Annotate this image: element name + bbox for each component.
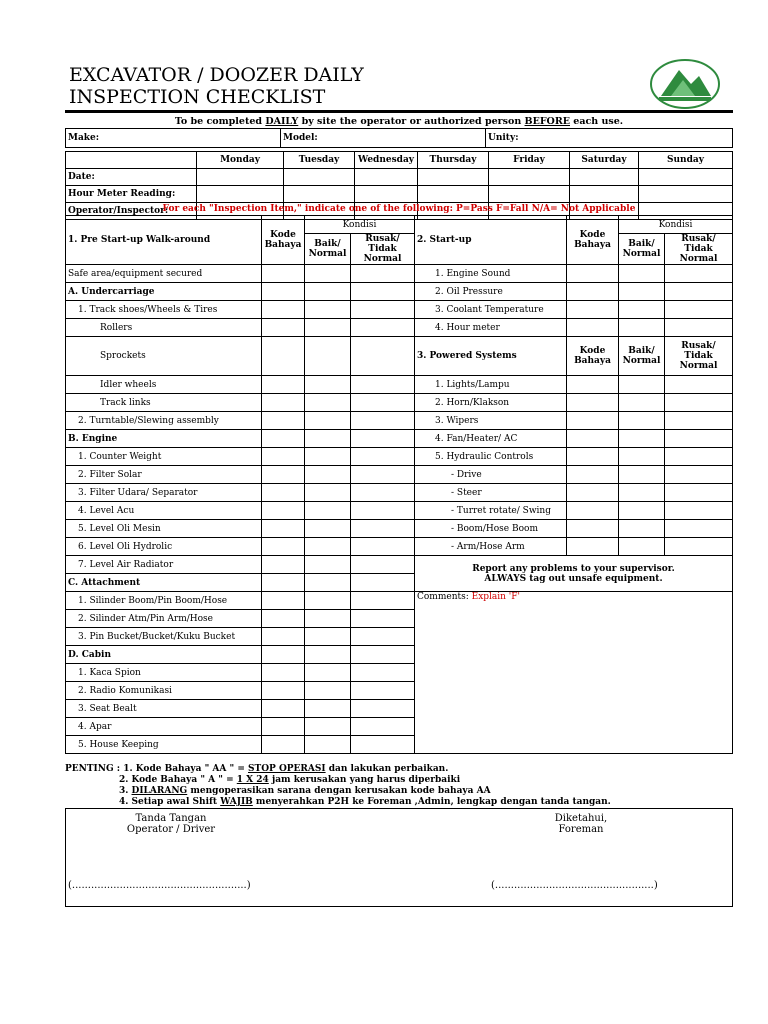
- list-item: - Arm/Hose Arm: [415, 538, 567, 556]
- operator-signature-label: Tanda Tangan Operator / Driver: [126, 813, 216, 835]
- hour-cell[interactable]: [489, 186, 570, 203]
- list-item: 3. Wipers: [415, 412, 567, 430]
- list-item: - Drive: [415, 466, 567, 484]
- page-title: [69, 64, 364, 108]
- day-wednesday: Wednesday: [355, 152, 418, 169]
- signature-box: [65, 808, 733, 907]
- rusak-header: Rusak/ Tidak Normal: [665, 337, 733, 376]
- list-item: 3. Filter Udara/ Separator: [66, 484, 262, 502]
- list-item: - Steer: [415, 484, 567, 502]
- section-label: A. Undercarriage: [66, 283, 262, 301]
- list-item: 4. Fan/Heater/ AC: [415, 430, 567, 448]
- rusak-header: Rusak/ Tidak Normal: [351, 234, 415, 265]
- list-item: 6. Level Oli Hydrolic: [66, 538, 262, 556]
- list-item: 5. Level Oli Mesin: [66, 520, 262, 538]
- explain-label: Explain 'F': [471, 592, 521, 602]
- hour-cell[interactable]: [197, 186, 284, 203]
- list-item: Sprockets: [66, 337, 262, 376]
- date-cell[interactable]: [197, 169, 284, 186]
- company-logo-icon: [649, 58, 721, 110]
- list-item: 5. House Keeping: [66, 736, 262, 754]
- list-item: 2. Silinder Atm/Pin Arm/Hose: [66, 610, 262, 628]
- kondisi-header: Kondisi: [619, 216, 733, 234]
- hour-cell[interactable]: [639, 186, 733, 203]
- instruction-text: For each "Inspection Item," indicate one of the following: P=Pass F=Fall N/A= Not Applicable: [162, 204, 636, 214]
- list-item: 3. Seat Bealt: [66, 700, 262, 718]
- left-section-title: 1. Pre Start-up Walk-around: [66, 216, 262, 265]
- kode-header: Kode Bahaya: [567, 216, 619, 265]
- date-cell[interactable]: [418, 169, 489, 186]
- list-item: - Turret rotate/ Swing: [415, 502, 567, 520]
- list-item: - Boom/Hose Boom: [415, 520, 567, 538]
- list-item: 1. Kaca Spion: [66, 664, 262, 682]
- date-cell[interactable]: [639, 169, 733, 186]
- hour-cell[interactable]: [418, 186, 489, 203]
- list-item: 2. Filter Solar: [66, 466, 262, 484]
- section-label: C. Attachment: [66, 574, 262, 592]
- day-sunday: Sunday: [639, 152, 733, 169]
- list-item: Idler wheels: [66, 376, 262, 394]
- kode-header: Kode Bahaya: [567, 337, 619, 376]
- make-field[interactable]: Make:: [66, 129, 281, 148]
- foreman-signature-line[interactable]: (..................................................): [491, 880, 658, 891]
- header-table: [65, 128, 733, 148]
- hour-cell[interactable]: [355, 186, 418, 203]
- list-item: 4. Level Acu: [66, 502, 262, 520]
- list-item: 2. Turntable/Slewing assembly: [66, 412, 262, 430]
- hour-cell[interactable]: [570, 186, 639, 203]
- operator-label: Operator/Inspector:: [66, 203, 197, 220]
- rusak-header: Rusak/ Tidak Normal: [665, 234, 733, 265]
- date-cell[interactable]: [355, 169, 418, 186]
- date-cell[interactable]: [570, 169, 639, 186]
- day-friday: Friday: [489, 152, 570, 169]
- hour-cell[interactable]: [284, 186, 355, 203]
- baik-header: Baik/ Normal: [305, 234, 351, 265]
- list-item: 1. Lights/Lampu: [415, 376, 567, 394]
- checklist-table: [65, 215, 733, 754]
- list-item: 5. Hydraulic Controls: [415, 448, 567, 466]
- model-field[interactable]: Model:: [281, 129, 486, 148]
- list-item: 1. Silinder Boom/Pin Boom/Hose: [66, 592, 262, 610]
- report-notice: Report any problems to your supervisor. ALWAYS tag out unsafe equipment.: [415, 556, 733, 592]
- foreman-signature-label: Diketahui, Foreman: [554, 813, 608, 835]
- baik-header: Baik/ Normal: [619, 337, 665, 376]
- baik-header: Baik/ Normal: [619, 234, 665, 265]
- list-item: 4. Apar: [66, 718, 262, 736]
- subtitle: To be completed DAILY by site the operator or authorized person BEFORE each use.: [174, 116, 624, 127]
- list-item: 7. Level Air Radiator: [66, 556, 262, 574]
- hour-meter-label: Hour Meter Reading:: [66, 186, 197, 203]
- kondisi-header: Kondisi: [305, 216, 415, 234]
- list-item: 2. Oil Pressure: [415, 283, 567, 301]
- right-section-title: 2. Start-up: [415, 216, 567, 265]
- title-line-2: INSPECTION CHECKLIST: [69, 86, 326, 108]
- section-label: B. Engine: [66, 430, 262, 448]
- list-item: 3. Coolant Temperature: [415, 301, 567, 319]
- comments-box[interactable]: Comments: Explain 'F': [415, 592, 733, 754]
- day-monday: Monday: [197, 152, 284, 169]
- kode-header: Kode Bahaya: [262, 216, 305, 265]
- date-cell[interactable]: [489, 169, 570, 186]
- list-item: 3. Pin Bucket/Bucket/Kuku Bucket: [66, 628, 262, 646]
- notes-section: PENTING : 1. Kode Bahaya " AA " = STOP OPERASI dan lakukan perbaikan. 2. Kode Bahaya " A " = 1 X 24 jam kerusakan yang harus diperbaiki 3. DILARANG mengoperasikan sarana dengan kerusakan kode bahaya AA 4. Setiap awal Shift WAJIB menyerahkan P2H ke Foreman ,Admin, lengkap dengan tanda tangan.: [65, 764, 611, 807]
- list-item: 1. Engine Sound: [415, 265, 567, 283]
- list-item: 1. Track shoes/Wheels & Tires: [66, 301, 262, 319]
- unity-field[interactable]: Unity:: [486, 129, 733, 148]
- section-label: D. Cabin: [66, 646, 262, 664]
- list-item: Track links: [66, 394, 262, 412]
- powered-systems-title: 3. Powered Systems: [415, 337, 567, 376]
- day-thursday: Thursday: [418, 152, 489, 169]
- day-tuesday: Tuesday: [284, 152, 355, 169]
- list-item: Rollers: [66, 319, 262, 337]
- list-item: 2. Horn/Klakson: [415, 394, 567, 412]
- date-label: Date:: [66, 169, 197, 186]
- operator-signature-line[interactable]: (.......................................................): [68, 880, 251, 891]
- list-item: 1. Counter Weight: [66, 448, 262, 466]
- list-item: 2. Radio Komunikasi: [66, 682, 262, 700]
- date-cell[interactable]: [284, 169, 355, 186]
- day-saturday: Saturday: [570, 152, 639, 169]
- list-item: Safe area/equipment secured: [66, 265, 262, 283]
- title-line-1: EXCAVATOR / DOOZER DAILY: [69, 64, 364, 86]
- title-rule: [65, 110, 733, 113]
- list-item: 4. Hour meter: [415, 319, 567, 337]
